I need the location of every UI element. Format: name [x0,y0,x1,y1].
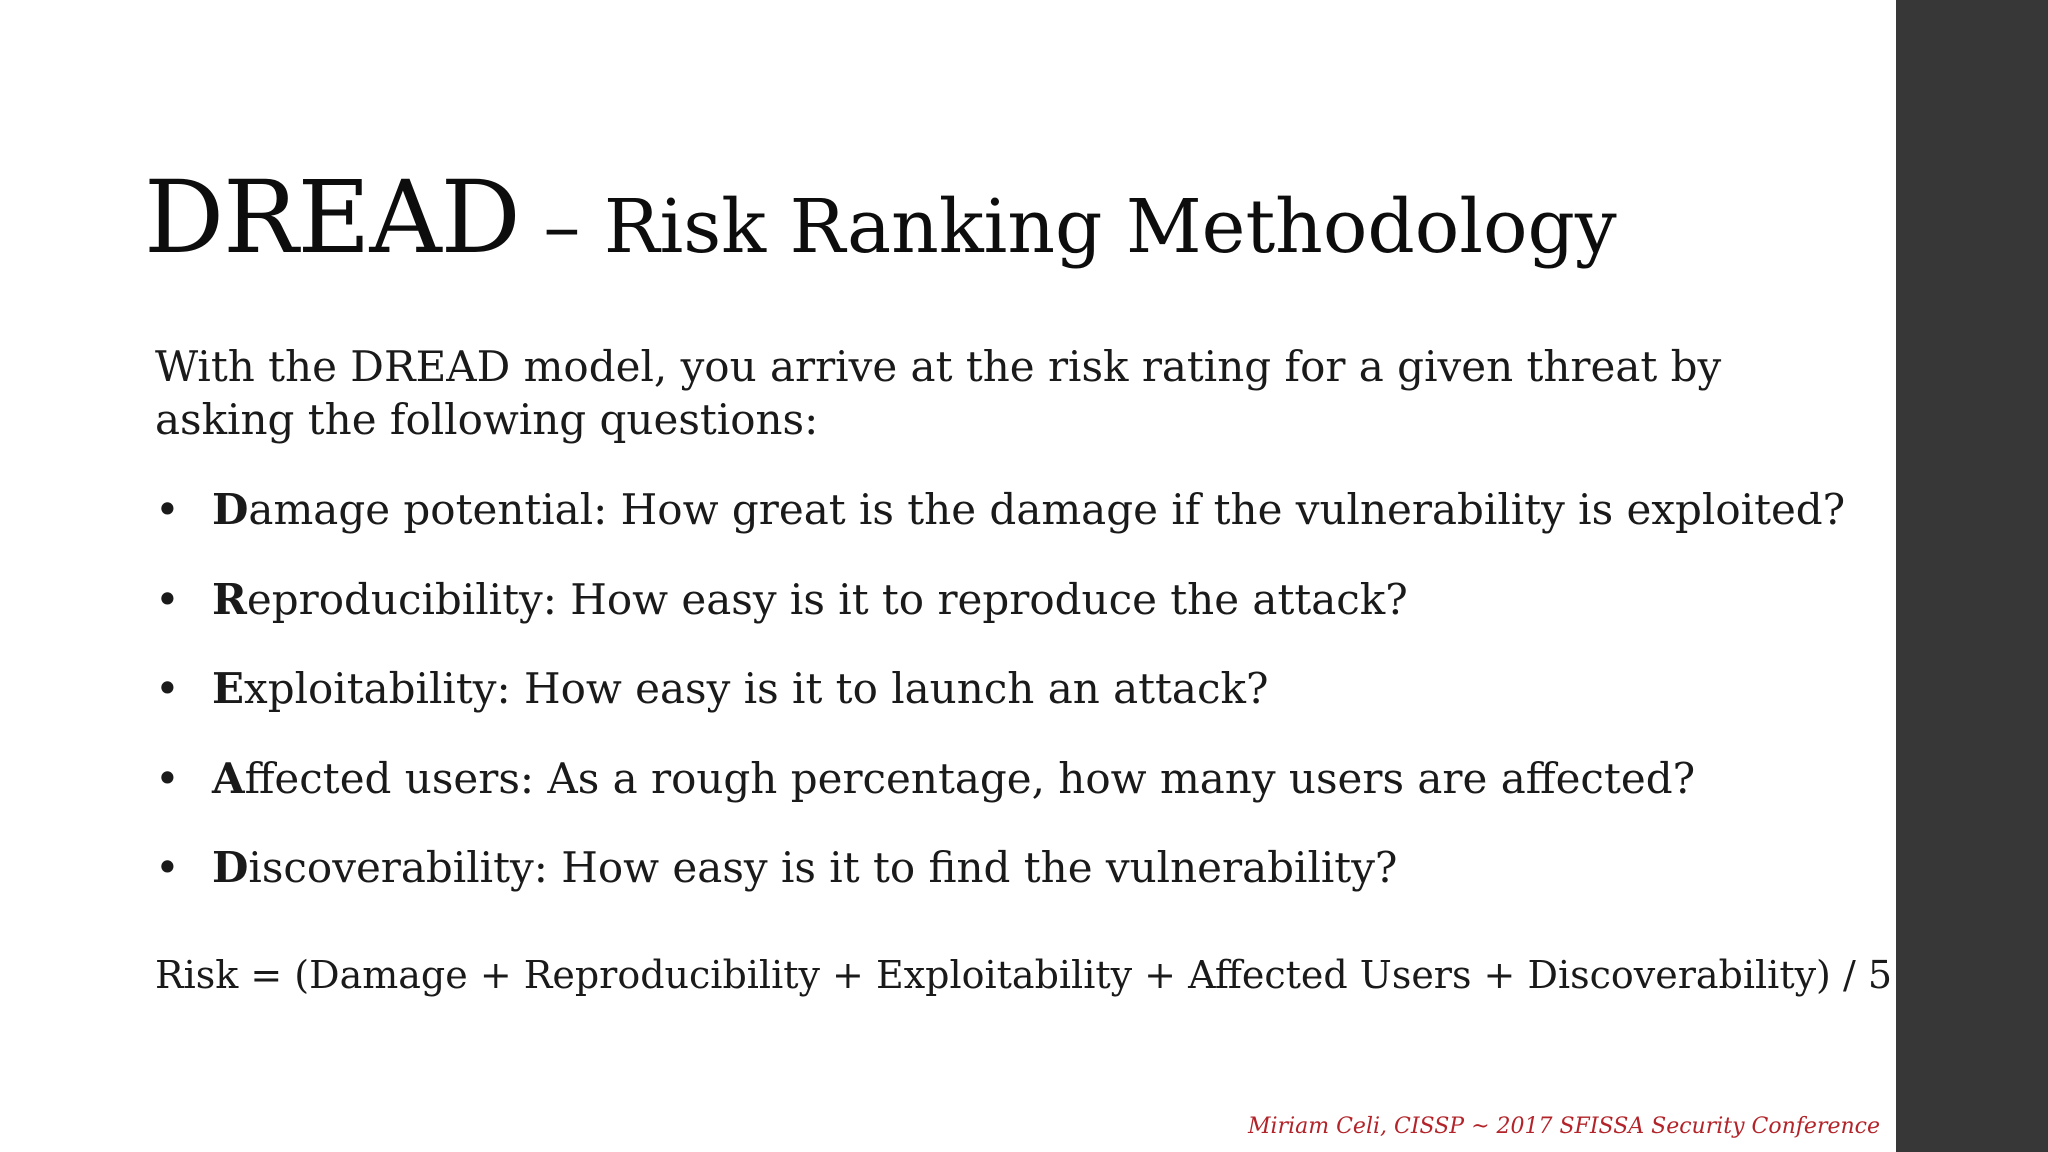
footer-credit: Miriam Celi, CISSP ~ 2017 SFISSA Security Conference [1248,1114,1880,1139]
bullet-text: amage potential: How great is the damage if the vulnerability is exploited? [248,485,1846,534]
bullet-text: xploitability: How easy is it to launch an attack? [244,664,1269,713]
risk-formula: Risk = (Damage + Reproducibility + Exploitability + Affected Users + Discoverability) / 5 [155,953,1893,997]
bullet-icon: • [155,574,180,624]
bullet-text: eproducibility: How easy is it to reproduce the attack? [246,574,1408,624]
bullet-icon: • [155,664,180,713]
intro-paragraph: With the DREAD model, you arrive at the risk rating for a given threat by asking the following questions: [155,342,1722,444]
bullet-text: iscoverability: How easy is it to find the vulnerability? [248,843,1398,892]
title-subtitle: Risk Ranking Methodology [603,184,1617,270]
bullet-initial: E [212,664,245,713]
title-main: DREAD [144,159,520,276]
bullet-initial: R [212,574,247,624]
bullet-text: ffected users: As a rough percentage, how many users are affected? [244,753,1696,803]
slide-title [144,159,1617,276]
bullet-icon: • [155,485,180,534]
sidebar-bar [1896,0,2048,1152]
bullet-initial: D [212,843,249,892]
bullet-initial: A [212,753,245,803]
bullet-icon: • [155,843,180,892]
bullet-initial: D [212,485,249,534]
bullet-icon: • [155,753,180,803]
title-dash: – [519,184,604,270]
